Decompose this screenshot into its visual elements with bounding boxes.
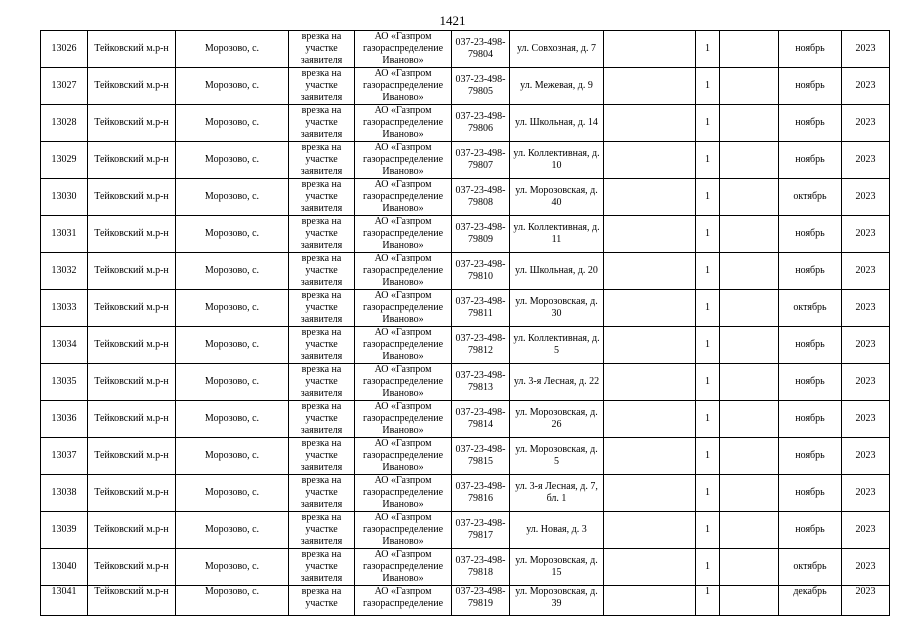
table-row (41, 401, 890, 438)
cell-record-number: 13039 (41, 512, 88, 549)
cell-locality: Морозово, с. (176, 327, 289, 364)
cell-record-number: 13038 (41, 475, 88, 512)
cell-work-type: врезка на участке заявителя (289, 105, 355, 142)
cell-code: 037-23-498-79813 (452, 364, 510, 401)
cell-code: 037-23-498-79806 (452, 105, 510, 142)
cell-code: 037-23-498-79807 (452, 142, 510, 179)
cell-year: 2023 (842, 475, 890, 512)
cell-record-number: 13036 (41, 401, 88, 438)
cell-record-number: 13028 (41, 105, 88, 142)
gasification-registry-table (40, 30, 890, 616)
cell-work-type: врезка на участке заявителя (289, 401, 355, 438)
page-number: 1421 (439, 13, 466, 28)
cell-address: ул. Морозовская, д. 15 (510, 549, 604, 586)
cell-empty (604, 31, 696, 68)
cell-address: ул. Морозовская, д. 26 (510, 401, 604, 438)
cell-code: 037-23-498-79805 (452, 68, 510, 105)
table-row (41, 216, 890, 253)
cell-record-number: 13033 (41, 290, 88, 327)
cell-quantity: 1 (696, 512, 720, 549)
cell-address: ул. Школьная, д. 14 (510, 105, 604, 142)
cell-address: ул. Морозовская, д. 30 (510, 290, 604, 327)
cell-organization: АО «Газпром газораспределение Иваново» (355, 142, 452, 179)
cell-record-number: 13026 (41, 31, 88, 68)
cell-locality: Морозово, с. (176, 290, 289, 327)
cell-locality: Морозово, с. (176, 549, 289, 586)
cell-locality: Морозово, с. (176, 216, 289, 253)
cell-empty (720, 327, 779, 364)
cell-record-number: 13037 (41, 438, 88, 475)
cell-record-number: 13041 (41, 586, 88, 616)
cell-organization: АО «Газпром газораспределение Иваново» (355, 512, 452, 549)
cell-district: Тейковский м.р-н (88, 68, 176, 105)
cell-organization: АО «Газпром газораспределение Иваново» (355, 549, 452, 586)
cell-organization: АО «Газпром газораспределение Иваново» (355, 31, 452, 68)
cell-empty (720, 401, 779, 438)
table-row (41, 105, 890, 142)
cell-empty (720, 253, 779, 290)
cell-organization: АО «Газпром газораспределение Иваново» (355, 438, 452, 475)
cell-year: 2023 (842, 142, 890, 179)
cell-empty (604, 327, 696, 364)
cell-quantity: 1 (696, 401, 720, 438)
cell-quantity: 1 (696, 364, 720, 401)
cell-quantity: 1 (696, 549, 720, 586)
cell-locality: Морозово, с. (176, 179, 289, 216)
cell-organization: АО «Газпром газораспределение Иваново» (355, 105, 452, 142)
cell-record-number: 13027 (41, 68, 88, 105)
cell-organization: АО «Газпром газораспределение Иваново» (355, 253, 452, 290)
cell-locality: Морозово, с. (176, 31, 289, 68)
table-row (41, 512, 890, 549)
cell-empty (720, 475, 779, 512)
cell-quantity: 1 (696, 105, 720, 142)
cell-address: ул. Морозовская, д. 5 (510, 438, 604, 475)
cell-district: Тейковский м.р-н (88, 364, 176, 401)
cell-district: Тейковский м.р-н (88, 512, 176, 549)
cell-empty (720, 290, 779, 327)
cell-code: 037-23-498-79812 (452, 327, 510, 364)
cell-year: 2023 (842, 512, 890, 549)
cell-month: ноябрь (779, 253, 842, 290)
cell-year: 2023 (842, 105, 890, 142)
cell-district: Тейковский м.р-н (88, 216, 176, 253)
table-row (41, 364, 890, 401)
cell-quantity: 1 (696, 438, 720, 475)
cell-month: октябрь (779, 290, 842, 327)
cell-record-number: 13032 (41, 253, 88, 290)
cell-work-type: врезка на участке заявителя (289, 438, 355, 475)
cell-month: ноябрь (779, 438, 842, 475)
cell-empty (720, 68, 779, 105)
cell-work-type: врезка на участке заявителя (289, 512, 355, 549)
cell-record-number: 13029 (41, 142, 88, 179)
cell-district: Тейковский м.р-н (88, 327, 176, 364)
cell-address: ул. Коллективная, д. 10 (510, 142, 604, 179)
cell-locality: Морозово, с. (176, 401, 289, 438)
cell-empty (720, 438, 779, 475)
cell-quantity: 1 (696, 327, 720, 364)
cell-district: Тейковский м.р-н (88, 475, 176, 512)
cell-record-number: 13031 (41, 216, 88, 253)
cell-quantity: 1 (696, 68, 720, 105)
cell-empty (604, 253, 696, 290)
cell-organization: АО «Газпром газораспределение Иваново» (355, 475, 452, 512)
cell-year: 2023 (842, 364, 890, 401)
cell-quantity: 1 (696, 142, 720, 179)
cell-month: ноябрь (779, 142, 842, 179)
cell-code: 037-23-498-79814 (452, 401, 510, 438)
table-row (41, 31, 890, 68)
cell-record-number: 13030 (41, 179, 88, 216)
cell-month: ноябрь (779, 364, 842, 401)
cell-year: 2023 (842, 68, 890, 105)
cell-quantity: 1 (696, 216, 720, 253)
cell-empty (604, 549, 696, 586)
cell-district: Тейковский м.р-н (88, 142, 176, 179)
cell-district: Тейковский м.р-н (88, 586, 176, 616)
cell-locality: Морозово, с. (176, 512, 289, 549)
registry-body (41, 31, 890, 616)
cell-quantity: 1 (696, 179, 720, 216)
cell-year: 2023 (842, 290, 890, 327)
cell-locality: Морозово, с. (176, 68, 289, 105)
cell-address: ул. Совхозная, д. 7 (510, 31, 604, 68)
cell-work-type: врезка на участке заявителя (289, 216, 355, 253)
cell-empty (720, 142, 779, 179)
table-row (41, 586, 890, 616)
cell-record-number: 13034 (41, 327, 88, 364)
cell-empty (604, 586, 696, 616)
cell-empty (604, 401, 696, 438)
table-row (41, 68, 890, 105)
cell-work-type: врезка на участке заявителя (289, 364, 355, 401)
cell-work-type: врезка на участке заявителя (289, 327, 355, 364)
cell-work-type: врезка на участке заявителя (289, 68, 355, 105)
cell-month: ноябрь (779, 216, 842, 253)
cell-district: Тейковский м.р-н (88, 438, 176, 475)
cell-empty (604, 68, 696, 105)
cell-empty (604, 512, 696, 549)
cell-work-type: врезка на участке заявителя (289, 253, 355, 290)
cell-month: октябрь (779, 549, 842, 586)
cell-year: 2023 (842, 586, 890, 616)
cell-month: ноябрь (779, 512, 842, 549)
cell-empty (720, 586, 779, 616)
cell-year: 2023 (842, 438, 890, 475)
cell-code: 037-23-498-79811 (452, 290, 510, 327)
cell-empty (604, 438, 696, 475)
cell-month: ноябрь (779, 475, 842, 512)
cell-month: ноябрь (779, 327, 842, 364)
cell-quantity: 1 (696, 586, 720, 616)
cell-empty (604, 475, 696, 512)
cell-work-type: врезка на участке заявителя (289, 31, 355, 68)
cell-year: 2023 (842, 179, 890, 216)
cell-organization: АО «Газпром газораспределение Иваново» (355, 401, 452, 438)
cell-organization: АО «Газпром газораспределение Иваново» (355, 364, 452, 401)
cell-locality: Морозово, с. (176, 364, 289, 401)
cell-month: ноябрь (779, 401, 842, 438)
cell-code: 037-23-498-79808 (452, 179, 510, 216)
cell-year: 2023 (842, 31, 890, 68)
cell-locality: Морозово, с. (176, 475, 289, 512)
cell-organization: АО «Газпром газораспределение Иваново» (355, 290, 452, 327)
cell-record-number: 13035 (41, 364, 88, 401)
cell-month: ноябрь (779, 68, 842, 105)
cell-code: 037-23-498-79815 (452, 438, 510, 475)
cell-district: Тейковский м.р-н (88, 105, 176, 142)
table-row (41, 549, 890, 586)
cell-record-number: 13040 (41, 549, 88, 586)
cell-month: декабрь (779, 586, 842, 616)
cell-district: Тейковский м.р-н (88, 179, 176, 216)
cell-district: Тейковский м.р-н (88, 31, 176, 68)
cell-year: 2023 (842, 327, 890, 364)
table-row (41, 438, 890, 475)
cell-address: ул. Новая, д. 3 (510, 512, 604, 549)
cell-work-type: врезка на участке заявителя (289, 290, 355, 327)
table-row (41, 253, 890, 290)
table-row (41, 179, 890, 216)
cell-locality: Морозово, с. (176, 586, 289, 616)
cell-empty (604, 216, 696, 253)
cell-work-type: врезка на участке (289, 586, 355, 616)
table-row (41, 327, 890, 364)
cell-empty (720, 216, 779, 253)
cell-empty (604, 179, 696, 216)
cell-empty (720, 179, 779, 216)
cell-address: ул. Школьная, д. 20 (510, 253, 604, 290)
table-row (41, 290, 890, 327)
cell-address: ул. 3-я Лесная, д. 7, бл. 1 (510, 475, 604, 512)
cell-quantity: 1 (696, 253, 720, 290)
cell-empty (604, 105, 696, 142)
cell-year: 2023 (842, 253, 890, 290)
cell-address: ул. 3-я Лесная, д. 22 (510, 364, 604, 401)
cell-year: 2023 (842, 549, 890, 586)
cell-district: Тейковский м.р-н (88, 290, 176, 327)
cell-month: октябрь (779, 179, 842, 216)
cell-year: 2023 (842, 216, 890, 253)
cell-empty (604, 364, 696, 401)
cell-organization: АО «Газпром газораспределение Иваново» (355, 68, 452, 105)
cell-organization: АО «Газпром газораспределение Иваново» (355, 216, 452, 253)
table-row (41, 142, 890, 179)
cell-empty (604, 142, 696, 179)
cell-address: ул. Морозовская, д. 39 (510, 586, 604, 616)
cell-empty (720, 364, 779, 401)
cell-work-type: врезка на участке заявителя (289, 549, 355, 586)
cell-year: 2023 (842, 401, 890, 438)
cell-empty (720, 105, 779, 142)
cell-quantity: 1 (696, 475, 720, 512)
table-row (41, 475, 890, 512)
cell-month: ноябрь (779, 105, 842, 142)
cell-work-type: врезка на участке заявителя (289, 179, 355, 216)
cell-address: ул. Коллективная, д. 5 (510, 327, 604, 364)
cell-district: Тейковский м.р-н (88, 401, 176, 438)
cell-work-type: врезка на участке заявителя (289, 475, 355, 512)
cell-code: 037-23-498-79804 (452, 31, 510, 68)
cell-address: ул. Межевая, д. 9 (510, 68, 604, 105)
cell-code: 037-23-498-79818 (452, 549, 510, 586)
cell-code: 037-23-498-79809 (452, 216, 510, 253)
cell-organization: АО «Газпром газораспределение Иваново» (355, 179, 452, 216)
cell-locality: Морозово, с. (176, 105, 289, 142)
cell-quantity: 1 (696, 290, 720, 327)
cell-empty (720, 512, 779, 549)
cell-district: Тейковский м.р-н (88, 253, 176, 290)
cell-work-type: врезка на участке заявителя (289, 142, 355, 179)
cell-quantity: 1 (696, 31, 720, 68)
cell-organization: АО «Газпром газораспределение (355, 586, 452, 616)
cell-code: 037-23-498-79810 (452, 253, 510, 290)
cell-code: 037-23-498-79817 (452, 512, 510, 549)
cell-empty (720, 31, 779, 68)
cell-locality: Морозово, с. (176, 438, 289, 475)
cell-locality: Морозово, с. (176, 142, 289, 179)
cell-address: ул. Морозовская, д. 40 (510, 179, 604, 216)
cell-locality: Морозово, с. (176, 253, 289, 290)
cell-organization: АО «Газпром газораспределение Иваново» (355, 327, 452, 364)
cell-empty (720, 549, 779, 586)
cell-district: Тейковский м.р-н (88, 549, 176, 586)
cell-code: 037-23-498-79819 (452, 586, 510, 616)
cell-empty (604, 290, 696, 327)
cell-month: ноябрь (779, 31, 842, 68)
cell-code: 037-23-498-79816 (452, 475, 510, 512)
cell-address: ул. Коллективная, д. 11 (510, 216, 604, 253)
